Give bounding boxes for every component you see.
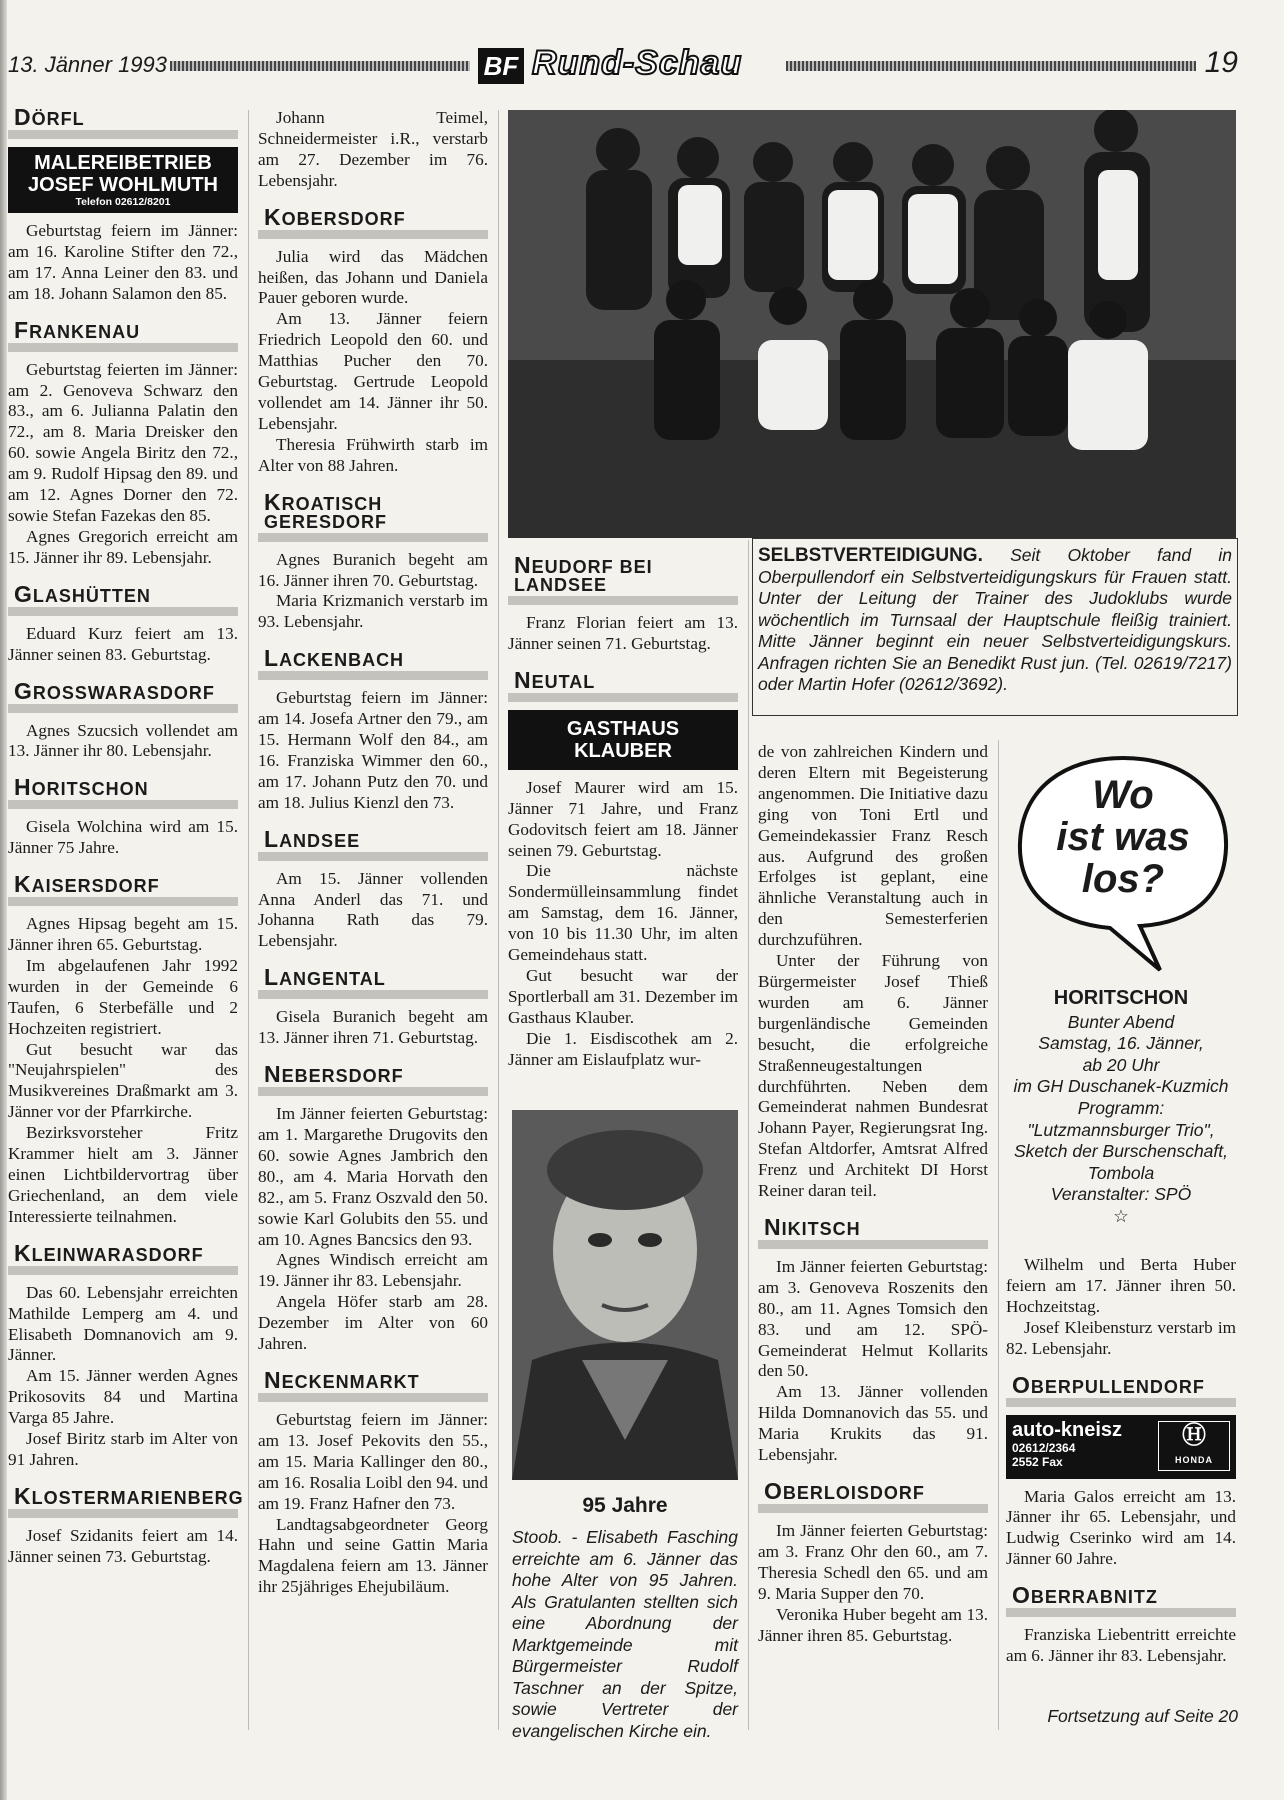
column-divider (748, 540, 749, 1730)
logo-title: Rund-Schau (532, 44, 743, 82)
paragraph: Agnes Windisch erreicht am 19. Jänner ihr 83. Lebensjahr. (258, 1250, 488, 1291)
header-rule-left (170, 61, 470, 71)
paragraph: Agnes Buranich begeht am 16. Jänner ihren 70. Geburtstag. (258, 549, 488, 590)
paragraph: Die 1. Eisdiscothek am 2. Jänner am Eislaufplatz wur- (508, 1028, 738, 1069)
paragraph: Josef Maurer wird am 15. Jänner 71 Jahre, und Franz Godovitsch feiert am 18. Jänner seinen 79. Geburtstag. (508, 777, 738, 860)
column-2 (258, 108, 488, 1598)
honda-logo (1158, 1421, 1230, 1471)
column-4 (758, 742, 988, 1646)
paragraph: Agnes Hipsag begeht am 15. Jänner ihren 65. Geburtstag. (8, 914, 238, 955)
paragraph: Gut besucht war das "Neujahrspielen" des Musikvereines Draßmarkt am 3. Jänner vor der Pfarrkirche. (8, 1039, 238, 1122)
caption-frame (752, 538, 1238, 716)
paragraph: Maria Krizmanich verstarb im 93. Lebensjahr. (258, 591, 488, 632)
paragraph: Geburtstag feiern im Jänner: am 14. Josefa Artner den 79., am 15. Hermann Wolf den 84., am 16. Franziska Wimmer den 60., am 17. Johann Putz den 70. und am 18. Julius Kienzl den 73. (258, 688, 488, 812)
event-line: Sketch der Burschenschaft, (1014, 1141, 1228, 1162)
paragraph: Im abgelaufenen Jahr 1992 wurden in der Gemeinde 6 Taufen, 6 Sterbefälle und 2 Hochzeiten registriert. (8, 955, 238, 1038)
paragraph: Im Jänner feierten Geburtstag: am 1. Margarethe Drugovits den 60. sowie Agnes Jambrich den 80., am 4. Maria Horvath den 82., am 5. Franz Oszvald den 50. sowie Karl Golubits den 55. und am 10. Agnes Bancsics den 93. (258, 1104, 488, 1249)
paragraph: Josef Szidanits feiert am 14. Jänner seinen 73. Geburtstag. (8, 1525, 238, 1566)
event-announcement (1006, 988, 1236, 1228)
event-place: HORITSCHON (1053, 987, 1189, 1009)
paragraph: Josef Biritz starb im Alter von 91 Jahren. (8, 1429, 238, 1469)
column-divider (248, 110, 249, 1730)
section-title: FRANKENAU (8, 313, 238, 352)
ad-malereibetrieb (8, 147, 238, 213)
section-title: NEUTAL (508, 663, 738, 702)
section-title: KLOSTERMARIENBERG (8, 1479, 238, 1518)
paragraph: Angela Höfer starb am 28. Dezember im Alter von 60 Jahren. (258, 1292, 488, 1354)
portrait-silhouette (512, 1110, 738, 1480)
paragraph: Eduard Kurz feiert am 13. Jänner seinen 83. Geburtstag. (8, 623, 238, 664)
section-title: KLEINWARASDORF (8, 1236, 238, 1275)
section-title: DÖRFL (8, 100, 238, 139)
section-title: OBERLOISDORF (758, 1474, 988, 1513)
paragraph: Unter der Führung von Bürgermeister Josef Thieß wurden am 6. Jänner burgenländische Gemeinden besucht, die erfolgreiche Straßenneugestaltungen durchführten. Neben dem Gemeinderat nahmen Bundesrat Johann Payer, Regierungsrat Ing. Stefan Altdorfer, Amtsrat Alfred Frenz und Architekt DI Horst Reiner daran teil. (758, 951, 988, 1201)
group-photo-self-defense (508, 110, 1236, 538)
ad-line: MALEREIBETRIEB (34, 152, 212, 174)
ad-line: KLAUBER (574, 739, 672, 762)
section-title: LANGENTAL (258, 960, 488, 999)
star-icon: ☆ (1113, 1205, 1129, 1226)
section-title: NEUDORF BEI LANDSEE (508, 548, 738, 605)
section-title: OBERRABNITZ (1006, 1578, 1236, 1617)
section-title: NIKITSCH (758, 1210, 988, 1249)
paragraph: Franz Florian feiert am 13. Jänner seinen 71. Geburtstag. (508, 613, 738, 653)
ad-line: JOSEF WOHLMUTH (28, 174, 218, 196)
group-photo-silhouettes (508, 110, 1236, 538)
section-title: KAISERSDORF (8, 867, 238, 906)
paragraph: Wilhelm und Berta Huber feiern am 17. Jänner ihren 50. Hochzeitstag. (1006, 1255, 1236, 1316)
paragraph: Am 13. Jänner feiern Friedrich Leopold den 60. und Matthias Pucher den 70. Geburtstag. Gertrude Leopold vollendet am 14. Jänner ihr 50. Lebensjahr. (258, 309, 488, 433)
paragraph: Die nächste Sondermülleinsammlung findet am Samstag, dem 16. Jänner, von 10 bis 11.30 Uhr, im alten Gemeindehaus statt. (508, 861, 738, 965)
event-line: ab 20 Uhr (1082, 1054, 1160, 1075)
paragraph: Josef Kleibensturz verstarb im 82. Lebensjahr. (1006, 1317, 1236, 1358)
paragraph: Das 60. Lebensjahr erreichten Mathilde Lemperg am 4. und Elisabeth Domnanovich am 9. Jänner. (8, 1282, 238, 1365)
logo-bf-box: BF (478, 48, 524, 84)
section-title: GROSSWARASDORF (8, 674, 238, 713)
section-title: LACKENBACH (258, 641, 488, 680)
honda-h-icon: Ⓗ (1182, 1421, 1206, 1449)
event-line: Programm: (1077, 1097, 1165, 1118)
ad-phone: Telefon 02612/8201 (75, 196, 171, 208)
portrait-photo-elisabeth-fasching (512, 1110, 738, 1480)
ad-gasthaus-klauber (508, 710, 738, 770)
section-title: HORITSCHON (8, 770, 238, 809)
caption-text: Seit Oktober fand in Oberpullendorf ein Selbstverteidigungskurs für Frauen statt. Unter der Leitung der Trainer des Judoklubs wurde wöchentlich im Turnsaal der Hauptschule fleißig trainiert. Mitte Jänner beginnt ein neuer Selbstverteidigungskurs. Anfragen richten Sie an Benedikt Rust jun. (Tel. 02619/7217) oder Martin Hofer (02612/3692). (758, 545, 1232, 694)
paragraph: Am 15. Jänner werden Agnes Prikosovits 84 und Martina Varga 85 Jahre. (8, 1366, 238, 1428)
bubble-line: ist was (1056, 815, 1190, 859)
section-title: GLASHÜTTEN (8, 577, 238, 616)
paragraph: Landtagsabgeordneter Georg Hahn und seine Gattin Maria Magdalena feiern am 13. Jänner ihr 25jähriges Ehejubiläum. (258, 1514, 488, 1597)
masthead-logo (478, 44, 778, 84)
column-divider (498, 110, 499, 1730)
paragraph: Gut besucht war der Sportlerball am 31. Dezember im Gasthaus Klauber. (508, 965, 738, 1027)
paragraph: Im Jänner feierten Geburtstag: am 3. Franz Ohr den 60., am 7. Theresia Schedl den 65. und am 9. Maria Supper den 70. (758, 1521, 988, 1603)
paragraph: Bezirksvorsteher Fritz Krammer hielt am 3. Jänner einen Lichtbildervortrag über Griechenland, an dem viele Interessierte teilnahmen. (8, 1123, 238, 1226)
section-title: NEBERSDORF (258, 1057, 488, 1096)
paragraph: Gisela Buranich begeht am 13. Jänner ihren 71. Geburtstag. (258, 1007, 488, 1048)
paragraph: Veronika Huber begeht am 13. Jänner ihren 85. Geburtstag. (758, 1604, 988, 1645)
paragraph: Johann Teimel, Schneidermeister i.R., verstarb am 27. Dezember im 76. Lebensjahr. (258, 108, 488, 190)
caption-title: SELBSTVERTEIDIGUNG. (758, 545, 983, 566)
paragraph: Geburtstag feiern im Jänner: am 13. Josef Pekovits den 55., am 15. Maria Kallinger den 80., am 16. Rosalia Loibl den 94. und am 19. Franz Hafner den 73. (258, 1409, 488, 1513)
section-title: KROATISCH GERESDORF (258, 485, 488, 542)
issue-date: 13. Jänner 1993 (8, 52, 168, 77)
event-line: Samstag, 16. Jänner, (1038, 1033, 1204, 1054)
page-spine-shadow (0, 0, 7, 1800)
column-1 (8, 100, 244, 1568)
ad-line: GASTHAUS (566, 717, 680, 740)
paragraph: Agnes Szucsich vollendet am 13. Jänner ihr 80. Lebensjahr. (8, 720, 238, 761)
paragraph: Julia wird das Mädchen heißen, das Johann und Daniela Pauer geboren wurde. (258, 246, 488, 308)
header-rule-right (786, 61, 1196, 71)
section-title: NECKENMARKT (258, 1363, 488, 1402)
column-5 (1006, 1255, 1236, 1667)
paragraph: Gisela Wolchina wird am 15. Jänner 75 Jahre. (8, 817, 238, 858)
paragraph: Franziska Liebentritt erreichte am 6. Jänner ihr 83. Lebensjahr. (1006, 1625, 1236, 1666)
section-title: LANDSEE (258, 822, 488, 861)
bubble-line: los? (1081, 857, 1165, 901)
ad-phone: 02612/2364 (1012, 1440, 1076, 1455)
speech-bubble-wo-ist-was-los (1010, 748, 1236, 978)
portrait-caption: Stoob. - Elisabeth Fasching erreichte am 6. Jänner das hohe Alter von 95 Jahren. Als Gratulanten stellten sich eine Abordnung der Marktgemeinde mit Bürgermeister Rudolf Taschner an der Spitze, sowie Vertreter der evangelischen Kirche ein. (512, 1527, 738, 1741)
portrait-title: 95 Jahre (582, 1494, 668, 1517)
page-header (8, 44, 1238, 90)
paragraph: Geburtstag feiern im Jänner: am 16. Karoline Stifter den 72., am 17. Anna Leiner den 83. und am 18. Johann Salamon den 85. (8, 221, 238, 303)
paragraph: Theresia Frühwirth starb im Alter von 88 Jahren. (258, 434, 488, 475)
ad-name: auto-kneisz (1012, 1418, 1123, 1441)
paragraph: Geburtstag feierten im Jänner: am 2. Genoveva Schwarz den 83., am 6. Julianna Palatin den 72., am 8. Maria Dreisker den 60. sowie Angela Biritz den 72., am 9. Rudolf Hipsag den 89. und am 12. Agnes Dorner den 72. sowie Stefan Fazekas den 85. (8, 359, 238, 525)
paragraph: de von zahlreichen Kindern und deren Eltern mit Begeisterung angenommen. Die Initiative dazu ging von Toni Ertl und Gemeindekassier Franz Resch aus. Aufgrund des großen Erfolges ist geplant, eine ähnliche Veranstaltung auch in den Semesterferien durchzuführen. (758, 742, 988, 950)
honda-label: HONDA (1175, 1454, 1213, 1465)
section-title: OBERPULLENDORF (1006, 1368, 1236, 1407)
bubble-line: Wo (1092, 773, 1154, 817)
continued-on-page: Fortsetzung auf Seite 20 (1047, 1706, 1238, 1726)
ad-fax: 2552 Fax (1012, 1454, 1063, 1469)
paragraph: Im Jänner feierten Geburtstag: am 3. Genoveva Roszenits den 80., am 11. Agnes Tomsich den 83. und am 12. SPÖ-Gemeinderat Helmut Kollarits den 50. (758, 1256, 988, 1381)
paragraph: Am 15. Jänner vollenden Anna Anderl das 71. und Johanna Rath das 79. Lebensjahr. (258, 868, 488, 951)
event-line: Bunter Abend (1067, 1011, 1175, 1032)
bubble-text (1010, 774, 1236, 900)
ad-auto-kneisz (1006, 1415, 1236, 1479)
column-divider (998, 740, 999, 1730)
column-3 (508, 548, 738, 1071)
event-line: im GH Duschanek-Kuzmich (1013, 1076, 1229, 1097)
page-number: 19 (1204, 46, 1238, 79)
paragraph: Maria Galos erreicht am 13. Jänner ihr 65. Lebensjahr, und Ludwig Cserinko wird am 14. Jänner 60 Jahre. (1006, 1486, 1236, 1569)
paragraph: Agnes Gregorich erreicht am 15. Jänner ihr 89. Lebensjahr. (8, 526, 238, 567)
paragraph: Am 13. Jänner vollenden Hilda Domnanovich das 55. und Maria Krukits das 91. Lebensjahr. (758, 1382, 988, 1465)
event-line: Tombola (1087, 1162, 1155, 1183)
section-title: KOBERSDORF (258, 200, 488, 239)
event-line: Veranstalter: SPÖ (1050, 1184, 1192, 1205)
event-line: "Lutzmannsburger Trio", (1027, 1119, 1215, 1140)
